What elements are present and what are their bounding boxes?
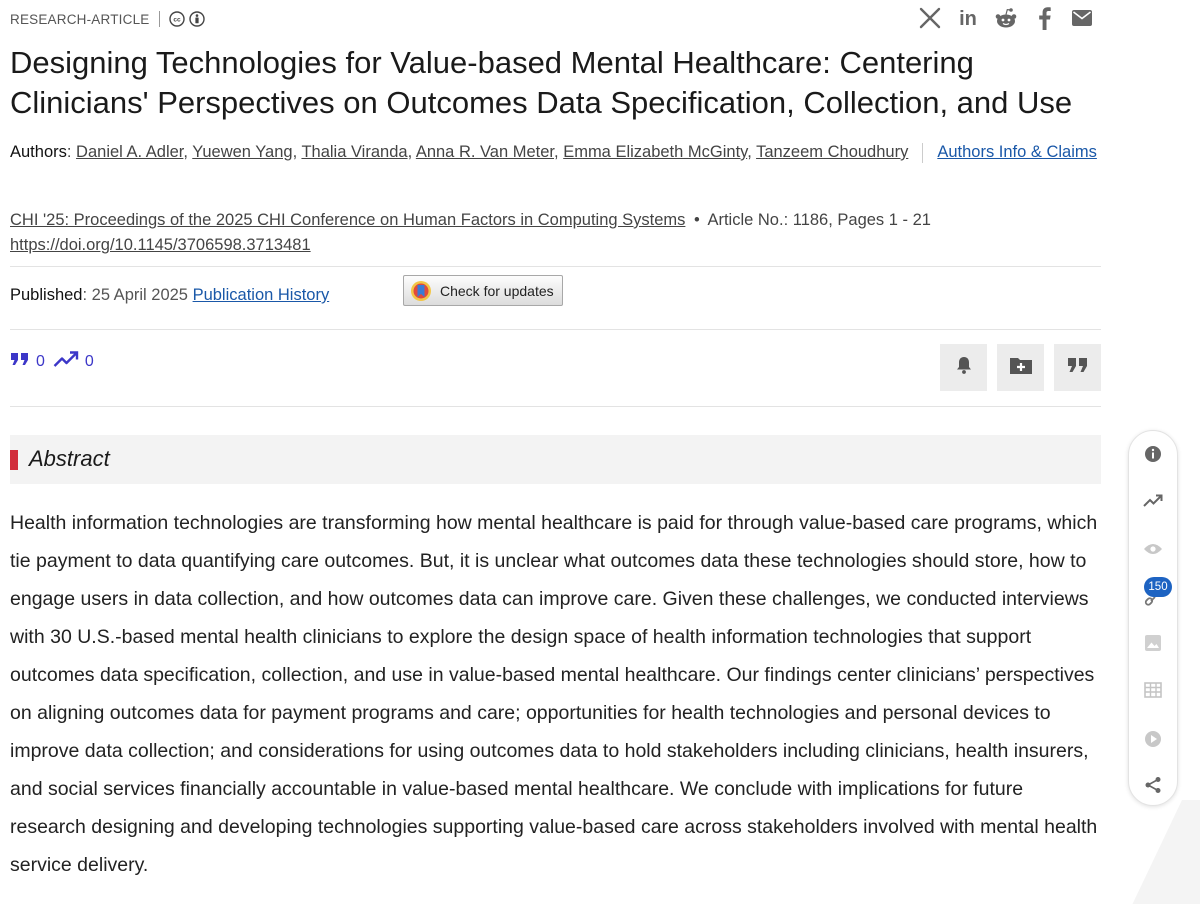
cc-icon[interactable] <box>169 11 185 27</box>
email-icon[interactable] <box>1070 6 1094 30</box>
publication-history-link[interactable]: Publication History <box>192 286 330 304</box>
x-icon[interactable] <box>918 6 942 30</box>
metrics-row <box>10 350 102 373</box>
citations-metric[interactable] <box>10 351 45 372</box>
citations-count: 0 <box>36 352 45 370</box>
reddit-icon[interactable] <box>994 6 1018 30</box>
add-to-binder-button[interactable] <box>997 344 1044 391</box>
authors-list: Authors: Daniel A. Adler, Yuewen Yang, Thalia Viranda, Anna R. Van Meter, Emma Elizabeth McGinty, Tanzeem Choudhury Authors Info & Claims <box>10 143 1097 161</box>
author-link[interactable]: Emma Elizabeth McGinty <box>563 143 748 161</box>
authors-info-link[interactable]: Authors Info & Claims <box>937 143 1097 161</box>
divider <box>10 266 1101 267</box>
authors-label: Authors <box>10 143 67 161</box>
article-type-row <box>10 9 209 29</box>
divider <box>922 143 923 163</box>
author-link[interactable]: Yuewen Yang <box>192 143 293 161</box>
svg-text:in: in <box>959 8 977 29</box>
linkedin-icon[interactable] <box>956 6 980 30</box>
quote-icon <box>10 351 30 372</box>
divider <box>159 11 160 27</box>
author-link[interactable]: Tanzeem Choudhury <box>756 143 909 161</box>
abstract-body: Health information technologies are transforming how mental healthcare is paid for through value-based care programs, which tie payment to data quantifying care outcomes. But, it is unclear what outcomes data these technologies should store, how to engage users in data collection, and how outcomes data can improve care. Given these challenges, we conducted interviews with 30 U.S.-based mental health clinicians to explore the design space of health information technologies that support outcomes data specification, collection, and use in value-based mental healthcare. Our findings center clinicians’ perspectives on aligning outcomes data for payment programs and care; opportunities for health technologies and personal devices to improve data collection; and considerations for using outcomes data to hold stakeholders including clinicians, health insurers, and social services financially accountable in value-based mental healthcare. We conclude with implications for future research designing and developing technologies supporting value-based care across stakeholders involved with mental health service delivery. <box>10 512 1098 876</box>
by-icon[interactable] <box>189 11 205 27</box>
divider <box>10 406 1101 407</box>
table-icon[interactable] <box>1142 679 1164 701</box>
published-row: Published: 25 April 2025 Publication History <box>10 286 330 304</box>
author-link[interactable]: Daniel A. Adler <box>76 143 184 161</box>
crossmark-icon <box>410 280 432 302</box>
accent-bar <box>10 450 18 470</box>
abstract-header <box>10 435 1101 484</box>
side-rail <box>1128 430 1178 806</box>
bell-icon <box>954 355 974 380</box>
published-date: 25 April 2025 <box>91 286 188 304</box>
author-link[interactable]: Anna R. Van Meter <box>415 143 555 161</box>
divider <box>10 329 1101 330</box>
eye-icon[interactable] <box>1142 538 1164 560</box>
quote-icon <box>1067 356 1089 379</box>
abstract-heading: Abstract <box>29 446 110 471</box>
share-icon[interactable] <box>1142 774 1164 796</box>
action-buttons <box>940 344 1101 391</box>
conference-link[interactable]: CHI '25: Proceedings of the 2025 CHI Conference on Human Factors in Computing Systems <box>10 211 686 229</box>
venue-info <box>10 208 1100 258</box>
page-title: Designing Technologies for Value-based Mental Healthcare: Centering Clinicians' Perspectives on Outcomes Data Specification, Collection, and Use <box>10 45 1073 120</box>
downloads-count: 0 <box>84 352 94 370</box>
references-count-badge: 150 <box>1144 577 1172 597</box>
share-bar <box>918 6 1094 30</box>
check-for-updates-button[interactable] <box>403 275 563 306</box>
downloads-metric[interactable] <box>53 350 94 373</box>
image-icon[interactable] <box>1142 632 1164 654</box>
cite-button[interactable] <box>1054 344 1101 391</box>
trending-icon <box>53 350 79 373</box>
author-link[interactable]: Thalia Viranda <box>301 143 408 161</box>
check-for-updates-label: Check for updates <box>440 282 554 299</box>
svg-text:cc: cc <box>173 16 182 24</box>
doi-link[interactable]: https://doi.org/10.1145/3706598.3713481 <box>10 236 311 254</box>
alert-button[interactable] <box>940 344 987 391</box>
facebook-icon[interactable] <box>1032 6 1056 30</box>
article-info: Article No.: 1186, Pages 1 - 21 <box>707 211 931 229</box>
published-label: Published <box>10 286 83 304</box>
article-type: RESEARCH-ARTICLE <box>10 11 150 27</box>
play-icon[interactable] <box>1142 728 1164 750</box>
trending-icon[interactable] <box>1142 490 1164 512</box>
background-decoration <box>1110 800 1200 904</box>
folder-add-icon <box>1009 355 1033 380</box>
info-icon[interactable] <box>1142 443 1164 465</box>
bullet-separator: • <box>694 211 700 229</box>
